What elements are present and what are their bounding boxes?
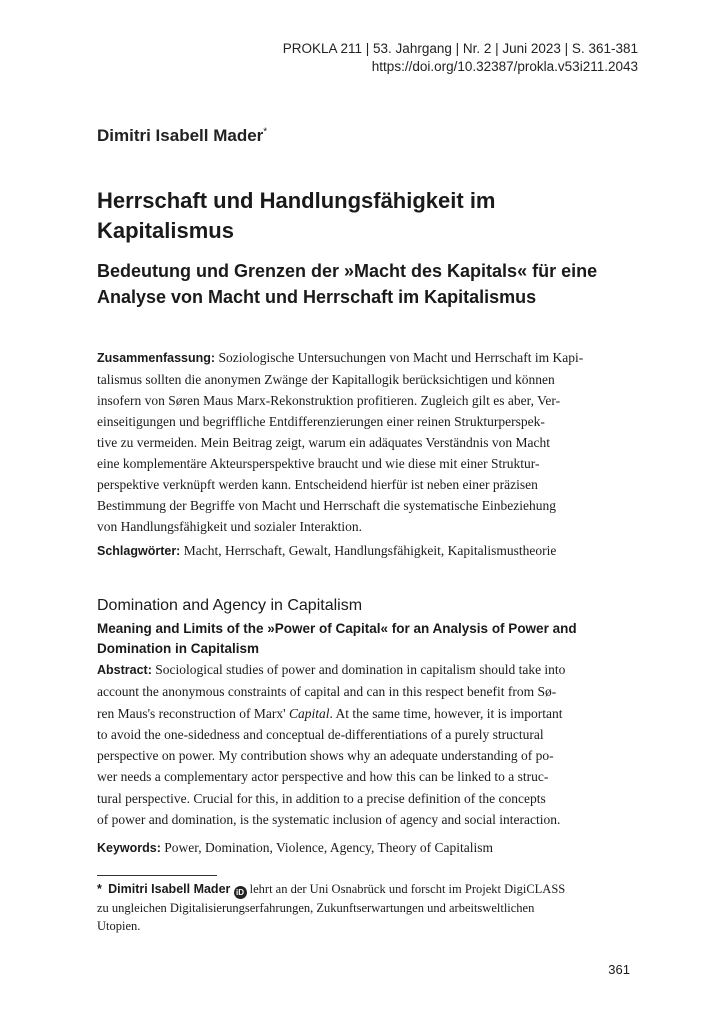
abstract-en-line: to avoid the one-sidedness and conceptual de-differentiations of a purely structural <box>97 726 544 742</box>
keywords-german <box>97 541 637 561</box>
keywords-english <box>97 838 637 858</box>
footnote-divider <box>97 875 217 876</box>
keywords-de-text: Macht, Herrschaft, Gewalt, Handlungsfähigkeit, Kapitalismustheorie <box>180 543 557 558</box>
article-subtitle: Bedeutung und Grenzen der »Macht des Kapitals« für eine Analyse von Macht und Herrschaft im Kapitalismus <box>97 261 598 307</box>
abstract-de-line: Zusammenfassung: Soziologische Untersuchungen von Macht und Herrschaft im Kapi- <box>97 350 584 365</box>
abstract-en-label: Abstract: <box>97 663 152 677</box>
abstract-german <box>97 347 625 537</box>
abstract-de-line: insofern von Søren Maus Marx-Rekonstruktion profitieren. Zugleich gilt es aber, Ver- <box>97 393 561 408</box>
abstract-en-line: Abstract: Sociological studies of power and domination in capitalism should take into <box>97 662 566 677</box>
footnote-marker: * <box>97 882 102 896</box>
abstract-de-line: Bestimmung der Begriffe von Macht und Herrschaft die systematische Einbeziehung <box>97 498 556 513</box>
keywords-en-label: Keywords: <box>97 841 161 855</box>
author-name-text: Dimitri Isabell Mader <box>97 126 264 145</box>
journal-citation: PROKLA 211 | 53. Jahrgang | Nr. 2 | Juni 2023 | S. 361-381 <box>282 41 638 56</box>
keywords-de-label: Schlagwörter: <box>97 544 181 558</box>
doi-link[interactable]: https://doi.org/10.32387/prokla.v53i211.2043 <box>371 59 638 74</box>
abstract-english <box>97 659 625 830</box>
abstract-de-line: einseitigungen und begriffliche Entdifferenzierungen einer reinen Strukturperspek- <box>97 414 545 429</box>
footnote-line: * Dimitri Isabell Mader iD lehrt an der Uni Osnabrück und forscht im Projekt DigiCLASS <box>97 882 566 897</box>
keywords-en-text: Power, Domination, Violence, Agency, Theory of Capitalism <box>160 840 493 855</box>
abstract-en-line: of power and domination, is the systematic inclusion of agency and social interaction. <box>97 812 561 828</box>
abstract-en-line: account the anonymous constraints of capital and can in this respect benefit from Sø- <box>97 684 557 700</box>
abstract-en-line: perspective on power. My contribution shows why an adequate understanding of po- <box>97 748 554 764</box>
journal-header <box>283 40 638 76</box>
abstract-en-line: tural perspective. Crucial for this, in addition to a precise definition of the concepts <box>97 790 546 806</box>
english-title: Domination and Agency in Capitalism <box>97 597 363 614</box>
abstract-en-line: ren Maus's reconstruction of Marx' Capital. At the same time, however, it is important <box>97 705 563 721</box>
abstract-en-line: wer needs a complementary actor perspective and how this can be linked to a struc- <box>97 769 549 785</box>
abstract-de-line: perspektive verknüpft werden kann. Entscheidend hierfür ist neben einer präzisen <box>97 477 538 492</box>
abstract-de-line: talismus sollten die anonymen Zwänge der Kapitallogik berücksichtigen und können <box>97 372 555 387</box>
author-footnote-marker[interactable]: * <box>263 126 268 138</box>
author-name <box>97 126 267 146</box>
english-subtitle: Meaning and Limits of the »Power of Capital« for an Analysis of Power and Domination in Capitalism <box>97 621 577 656</box>
orcid-icon[interactable]: iD <box>234 886 247 899</box>
article-title: Herrschaft und Handlungsfähigkeit im Kapitalismus <box>97 188 496 243</box>
abstract-de-label: Zusammenfassung: <box>97 351 216 365</box>
page-number: 361 <box>608 962 630 977</box>
footnote <box>97 880 625 935</box>
capital-italic: Capital <box>288 705 330 721</box>
abstract-de-line: tive zu vermeiden. Mein Beitrag zeigt, warum ein adäquates Verständnis von Macht <box>97 435 550 450</box>
footnote-line: zu ungleichen Digitalisierungserfahrungen, Zukunftserwartungen und arbeitsweltlichen <box>97 901 535 915</box>
footnote-line: Utopien. <box>97 919 141 933</box>
footnote-author: Dimitri Isabell Mader <box>108 882 231 896</box>
abstract-de-line: von Handlungsfähigkeit und sozialer Interaktion. <box>97 519 363 534</box>
abstract-de-line: eine komplementäre Akteursperspektive braucht und wie diese mit einer Struktur- <box>97 456 540 471</box>
